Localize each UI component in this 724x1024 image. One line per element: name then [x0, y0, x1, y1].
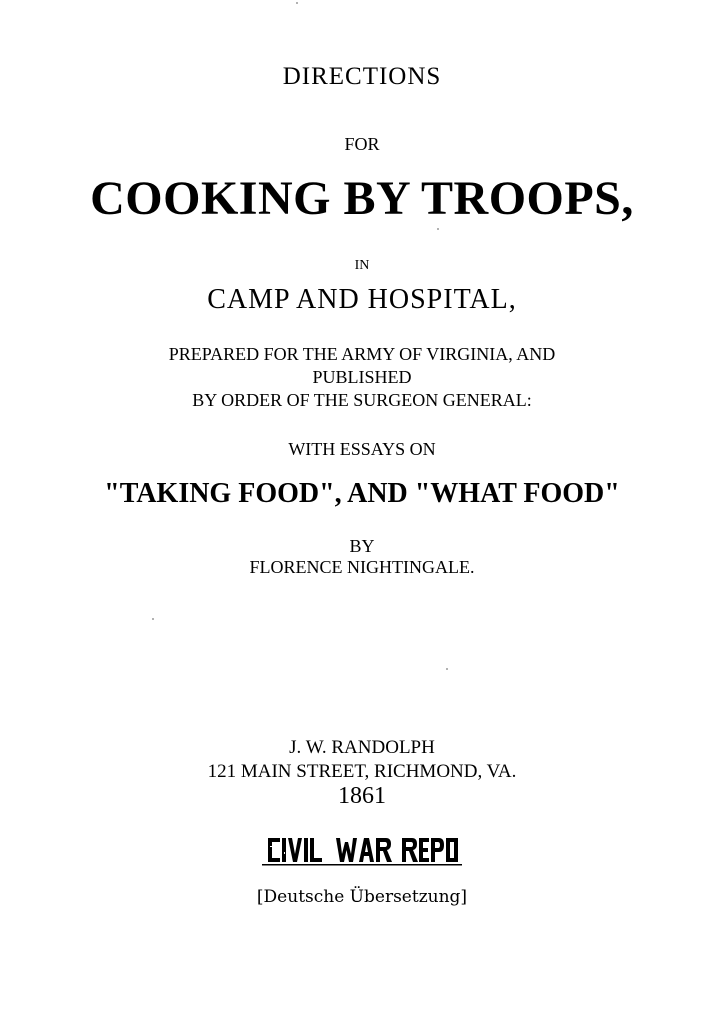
- paper-speck: [296, 2, 298, 4]
- prepared-line-3: BY ORDER OF THE SURGEON GENERAL:: [192, 390, 532, 410]
- translation-note: [Deutsche Übersetzung]: [256, 887, 468, 907]
- for-line: FOR: [344, 134, 380, 154]
- prepared-line-1: PREPARED FOR THE ARMY OF VIRGINIA, AND: [168, 344, 556, 364]
- paper-speck: [152, 618, 154, 620]
- main-title: COOKING BY TROOPS,: [90, 172, 634, 225]
- in-line: IN: [354, 258, 370, 273]
- publisher-name: J. W. RANDOLPH: [289, 737, 435, 758]
- subtitle: CAMP AND HOSPITAL,: [207, 284, 517, 315]
- author-name: FLORENCE NIGHTINGALE.: [249, 557, 475, 577]
- directions-line: DIRECTIONS: [282, 63, 442, 90]
- by-line: BY: [349, 536, 375, 556]
- publisher-address: 121 MAIN STREET, RICHMOND, VA.: [207, 761, 517, 782]
- paper-speck: [446, 668, 448, 670]
- paper-speck: [437, 228, 439, 230]
- prepared-line-2: PUBLISHED: [312, 367, 412, 387]
- essays-title: "TAKING FOOD", AND "WHAT FOOD": [104, 478, 620, 509]
- civil-war-report-logo: [0, 834, 724, 873]
- essays-intro: WITH ESSAYS ON: [288, 439, 436, 459]
- civil-war-report-logo-mark: [262, 834, 462, 868]
- publication-year: 1861: [338, 783, 386, 809]
